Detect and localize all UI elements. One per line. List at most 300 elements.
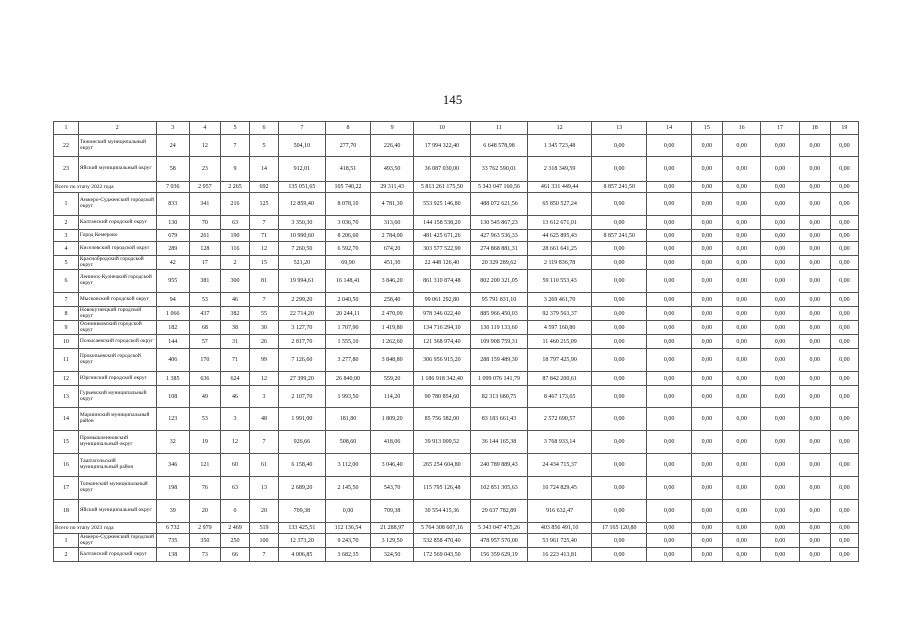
table-cell: 5 343 047 160,56 bbox=[470, 182, 527, 193]
table-cell: 0,00 bbox=[830, 523, 858, 534]
table-cell: 0,00 bbox=[799, 454, 830, 477]
municipality-name-cell: Прокопьевский городской округ bbox=[78, 349, 156, 372]
table-cell: 3 036,70 bbox=[325, 216, 371, 230]
table-cell: 8 078,10 bbox=[325, 193, 371, 216]
table-row bbox=[54, 270, 859, 293]
table-cell: 0,00 bbox=[691, 157, 722, 182]
table-cell: 313,60 bbox=[371, 216, 414, 230]
table-cell: 0,00 bbox=[761, 500, 799, 523]
column-number-cell: 12 bbox=[527, 122, 591, 135]
table-cell: 0,00 bbox=[830, 500, 858, 523]
table-cell: 92 379 563,37 bbox=[527, 307, 591, 321]
table-cell: 0,00 bbox=[830, 548, 858, 562]
table-cell: 0,00 bbox=[691, 216, 722, 230]
table-cell: 437 bbox=[189, 307, 220, 321]
table-cell: 4 597 160,80 bbox=[527, 321, 591, 335]
table-cell: 2 470,09 bbox=[371, 307, 414, 321]
municipality-name-cell: Промышленновский муниципальный округ bbox=[78, 431, 156, 454]
table-row bbox=[54, 157, 859, 182]
column-number-header bbox=[54, 122, 859, 135]
table-cell: 134 716 294,10 bbox=[413, 321, 470, 335]
table-cell: 0,00 bbox=[647, 548, 692, 562]
table-cell: 19 bbox=[189, 431, 220, 454]
table-cell: 16 223 413,81 bbox=[527, 548, 591, 562]
table-cell: 481 425 671,26 bbox=[413, 230, 470, 242]
table-cell: 48 bbox=[250, 408, 279, 431]
table-cell: 0,00 bbox=[799, 500, 830, 523]
table-cell: 0,00 bbox=[691, 135, 722, 157]
column-number-cell: 16 bbox=[722, 122, 760, 135]
table-cell: 135 051,65 bbox=[279, 182, 326, 193]
table-cell: 0,00 bbox=[761, 256, 799, 270]
table-cell: 26 bbox=[250, 335, 279, 349]
table-cell: 0,00 bbox=[761, 307, 799, 321]
table-cell: 66 bbox=[220, 548, 249, 562]
row-number-cell: 13 bbox=[54, 386, 79, 408]
table-cell: 0,00 bbox=[691, 349, 722, 372]
municipality-name-cell: Краснобродский городской округ bbox=[78, 256, 156, 270]
table-cell: 109 908 759,31 bbox=[470, 335, 527, 349]
table-cell: 0,00 bbox=[830, 135, 858, 157]
column-number-cell: 3 bbox=[156, 122, 189, 135]
table-cell: 0,00 bbox=[722, 135, 760, 157]
table-cell: 2 572 690,57 bbox=[527, 408, 591, 431]
table-cell: 0,00 bbox=[592, 500, 647, 523]
table-cell: 0,00 bbox=[799, 408, 830, 431]
municipality-name-cell: Мариинский муниципальный район bbox=[78, 408, 156, 431]
table-cell: 63 bbox=[220, 477, 249, 500]
table-cell: 0,00 bbox=[691, 193, 722, 216]
table-cell: 115 795 126,48 bbox=[413, 477, 470, 500]
table-cell: 978 346 022,40 bbox=[413, 307, 470, 321]
table-cell: 2 469 bbox=[220, 523, 249, 534]
table-cell: 0,00 bbox=[799, 372, 830, 386]
table-cell: 7 bbox=[250, 431, 279, 454]
row-number-cell: 8 bbox=[54, 307, 79, 321]
table-cell: 418,06 bbox=[371, 431, 414, 454]
table-cell: 21 288,97 bbox=[371, 523, 414, 534]
table-cell: 2 bbox=[220, 256, 249, 270]
table-cell: 1 991,00 bbox=[279, 408, 326, 431]
table-cell: 0,00 bbox=[647, 454, 692, 477]
table-cell: 0,00 bbox=[722, 431, 760, 454]
municipality-name-cell: Полысаевский городской округ bbox=[78, 335, 156, 349]
table-cell: 36 087 030,00 bbox=[413, 157, 470, 182]
table-cell: 190 bbox=[220, 230, 249, 242]
table-cell: 17 165 120,80 bbox=[592, 523, 647, 534]
table-cell: 0,00 bbox=[799, 386, 830, 408]
column-number-cell: 15 bbox=[691, 122, 722, 135]
table-cell: 1 419,80 bbox=[371, 321, 414, 335]
column-number-cell: 11 bbox=[470, 122, 527, 135]
table-cell: 833 bbox=[156, 193, 189, 216]
table-cell: 0,00 bbox=[722, 548, 760, 562]
table-cell: 0,00 bbox=[647, 349, 692, 372]
row-number-cell: 10 bbox=[54, 335, 79, 349]
table-cell: 59 110 553,43 bbox=[527, 270, 591, 293]
table-cell: 108 bbox=[156, 386, 189, 408]
table-cell: 0,00 bbox=[799, 335, 830, 349]
table-cell: 0,00 bbox=[722, 193, 760, 216]
row-number-cell: 22 bbox=[54, 135, 79, 157]
table-cell: 36 144 165,38 bbox=[470, 431, 527, 454]
municipality-name-cell: Калтанский городской округ bbox=[78, 548, 156, 562]
table-cell: 10 990,60 bbox=[279, 230, 326, 242]
table-row bbox=[54, 307, 859, 321]
table-cell: 65 850 527,24 bbox=[527, 193, 591, 216]
table-cell: 0,00 bbox=[722, 157, 760, 182]
table-cell: 0,00 bbox=[761, 477, 799, 500]
table-cell: 0,00 bbox=[691, 408, 722, 431]
table-cell: 70 bbox=[189, 216, 220, 230]
table-row bbox=[54, 256, 859, 270]
table-cell: 0,00 bbox=[691, 230, 722, 242]
table-cell: 0,00 bbox=[592, 293, 647, 307]
table-cell: 8 206,60 bbox=[325, 230, 371, 242]
table-cell: 57 bbox=[189, 335, 220, 349]
table-row bbox=[54, 500, 859, 523]
table-cell: 0,00 bbox=[325, 500, 371, 523]
table-cell: 30 bbox=[250, 321, 279, 335]
table-cell: 543,70 bbox=[371, 477, 414, 500]
table-cell: 709,38 bbox=[279, 500, 326, 523]
table-cell: 2 265 bbox=[220, 182, 249, 193]
row-number-cell: 18 bbox=[54, 500, 79, 523]
table-cell: 0,00 bbox=[592, 321, 647, 335]
table-cell: 0,00 bbox=[592, 307, 647, 321]
table-row bbox=[54, 372, 859, 386]
table-cell: 0,00 bbox=[647, 135, 692, 157]
table-cell: 12 bbox=[189, 135, 220, 157]
table-cell: 0,00 bbox=[722, 372, 760, 386]
table-row bbox=[54, 335, 859, 349]
table-cell: 0,00 bbox=[647, 500, 692, 523]
table-cell: 3 846,20 bbox=[371, 270, 414, 293]
table-cell: 0,00 bbox=[592, 270, 647, 293]
table-cell: 53 bbox=[189, 408, 220, 431]
table-cell: 0,00 bbox=[592, 454, 647, 477]
table-cell: 519 bbox=[250, 523, 279, 534]
table-cell: 5 764 308 607,16 bbox=[413, 523, 470, 534]
table-cell: 303 577 522,90 bbox=[413, 242, 470, 256]
table-body bbox=[54, 122, 859, 562]
municipality-name-cell: Анжеро-Судженский городской округ bbox=[78, 534, 156, 548]
table-cell: 559,20 bbox=[371, 372, 414, 386]
table-cell: 7 260,50 bbox=[279, 242, 326, 256]
table-cell: 0,00 bbox=[722, 321, 760, 335]
table-cell: 381 bbox=[189, 270, 220, 293]
table-cell: 16 148,41 bbox=[325, 270, 371, 293]
table-cell: 0,00 bbox=[830, 242, 858, 256]
table-cell: 265 254 604,80 bbox=[413, 454, 470, 477]
table-cell: 17 bbox=[189, 256, 220, 270]
table-cell: 123 bbox=[156, 408, 189, 431]
table-cell: 0,00 bbox=[799, 307, 830, 321]
table-cell: 0,00 bbox=[592, 431, 647, 454]
table-cell: 3 112,00 bbox=[325, 454, 371, 477]
table-cell: 0,00 bbox=[761, 293, 799, 307]
table-cell: 0,00 bbox=[799, 135, 830, 157]
table-cell: 0,00 bbox=[799, 270, 830, 293]
table-cell: 133 425,51 bbox=[279, 523, 326, 534]
table-cell: 128 bbox=[189, 242, 220, 256]
table-cell: 624 bbox=[220, 372, 249, 386]
column-number-cell: 4 bbox=[189, 122, 220, 135]
table-cell: 2 817,70 bbox=[279, 335, 326, 349]
table-cell: 0,00 bbox=[691, 335, 722, 349]
table-cell: 382 bbox=[220, 307, 249, 321]
column-number-cell: 19 bbox=[830, 122, 858, 135]
table-cell: 3 682,35 bbox=[325, 548, 371, 562]
table-cell: 532 858 470,40 bbox=[413, 534, 470, 548]
stage-total-label: Всего по этапу 2022 года bbox=[54, 182, 157, 193]
table-cell: 0,00 bbox=[761, 135, 799, 157]
municipality-name-cell: Анжеро-Судженский городской округ bbox=[78, 193, 156, 216]
table-cell: 0,00 bbox=[761, 408, 799, 431]
row-number-cell: 14 bbox=[54, 408, 79, 431]
table-cell: 0,00 bbox=[691, 500, 722, 523]
table-cell: 6 158,40 bbox=[279, 454, 326, 477]
table-cell: 170 bbox=[189, 349, 220, 372]
table-cell: 12 bbox=[250, 242, 279, 256]
table-cell: 0,00 bbox=[830, 193, 858, 216]
table-cell: 0,00 bbox=[592, 349, 647, 372]
table-cell: 39 bbox=[156, 500, 189, 523]
table-cell: 306 956 915,20 bbox=[413, 349, 470, 372]
table-cell: 277,70 bbox=[325, 135, 371, 157]
table-cell: 6 648 578,98 bbox=[470, 135, 527, 157]
table-cell: 0,00 bbox=[722, 335, 760, 349]
table-cell: 504,10 bbox=[279, 135, 326, 157]
table-cell: 0,00 bbox=[799, 182, 830, 193]
table-cell: 13 612 671,01 bbox=[527, 216, 591, 230]
municipality-name-cell: Таштагольский муниципальный район bbox=[78, 454, 156, 477]
table-cell: 46 bbox=[220, 386, 249, 408]
table-cell: 55 bbox=[250, 307, 279, 321]
table-row bbox=[54, 216, 859, 230]
table-row bbox=[54, 349, 859, 372]
table-row bbox=[54, 431, 859, 454]
table-cell: 7 036 bbox=[156, 182, 189, 193]
table-cell: 53 bbox=[189, 293, 220, 307]
table-cell: 7 bbox=[220, 135, 249, 157]
table-cell: 38 bbox=[220, 321, 249, 335]
table-cell: 3 277,80 bbox=[325, 349, 371, 372]
table-cell: 2 145,50 bbox=[325, 477, 371, 500]
table-cell: 0,00 bbox=[592, 242, 647, 256]
table-cell: 156 359 629,19 bbox=[470, 548, 527, 562]
table-cell: 8 857 241,50 bbox=[592, 230, 647, 242]
table-cell: 0,00 bbox=[722, 230, 760, 242]
table-cell: 105 740,22 bbox=[325, 182, 371, 193]
table-cell: 0,00 bbox=[647, 335, 692, 349]
table-cell: 0,00 bbox=[799, 431, 830, 454]
table-cell: 0,00 bbox=[722, 408, 760, 431]
table-cell: 1 262,60 bbox=[371, 335, 414, 349]
apartment-relocation-table bbox=[53, 121, 859, 562]
table-cell: 0,00 bbox=[830, 293, 858, 307]
table-cell: 0,00 bbox=[722, 307, 760, 321]
table-cell: 99 bbox=[250, 349, 279, 372]
table-cell: 0,00 bbox=[691, 182, 722, 193]
table-cell: 0,00 bbox=[830, 256, 858, 270]
table-cell: 0,00 bbox=[830, 270, 858, 293]
table-cell: 30 554 415,36 bbox=[413, 500, 470, 523]
table-cell: 71 bbox=[250, 230, 279, 242]
table-row bbox=[54, 534, 859, 548]
row-number-cell: 23 bbox=[54, 157, 79, 182]
table-cell: 1 707,90 bbox=[325, 321, 371, 335]
table-cell: 102 851 305,63 bbox=[470, 477, 527, 500]
table-cell: 9 243,70 bbox=[325, 534, 371, 548]
table-cell: 0,00 bbox=[647, 431, 692, 454]
table-cell: 27 399,20 bbox=[279, 372, 326, 386]
table-cell: 83 183 661,43 bbox=[470, 408, 527, 431]
table-cell: 24 434 715,37 bbox=[527, 454, 591, 477]
table-cell: 250 bbox=[220, 534, 249, 548]
table-cell: 49 bbox=[189, 386, 220, 408]
table-row bbox=[54, 454, 859, 477]
table-cell: 7 bbox=[250, 293, 279, 307]
table-cell: 39 913 009,52 bbox=[413, 431, 470, 454]
column-number-cell: 7 bbox=[279, 122, 326, 135]
table-cell: 1 099 076 141,79 bbox=[470, 372, 527, 386]
table-cell: 0,00 bbox=[691, 431, 722, 454]
table-cell: 0,00 bbox=[799, 523, 830, 534]
table-cell: 0,00 bbox=[830, 408, 858, 431]
table-cell: 216 bbox=[220, 193, 249, 216]
table-cell: 46 bbox=[220, 293, 249, 307]
table-cell: 172 569 043,50 bbox=[413, 548, 470, 562]
table-cell: 0,00 bbox=[722, 523, 760, 534]
column-number-cell: 18 bbox=[799, 122, 830, 135]
table-row bbox=[54, 408, 859, 431]
table-cell: 15 bbox=[250, 256, 279, 270]
table-cell: 32 bbox=[156, 431, 189, 454]
table-cell: 0,00 bbox=[691, 307, 722, 321]
table-cell: 14 bbox=[250, 157, 279, 182]
table-cell: 53 961 725,40 bbox=[527, 534, 591, 548]
table-cell: 288 159 489,30 bbox=[470, 349, 527, 372]
table-cell: 0,00 bbox=[691, 321, 722, 335]
table-cell: 0,00 bbox=[761, 454, 799, 477]
table-cell: 0,00 bbox=[799, 548, 830, 562]
table-row bbox=[54, 135, 859, 157]
table-cell: 916 632,47 bbox=[527, 500, 591, 523]
table-cell: 76 bbox=[189, 477, 220, 500]
table-cell: 121 368 974,40 bbox=[413, 335, 470, 349]
table-cell: 692 bbox=[250, 182, 279, 193]
table-cell: 61 bbox=[250, 454, 279, 477]
table-cell: 2 318 349,59 bbox=[527, 157, 591, 182]
table-cell: 20 244,11 bbox=[325, 307, 371, 321]
table-cell: 130 bbox=[156, 216, 189, 230]
table-cell: 0,00 bbox=[722, 242, 760, 256]
table-row bbox=[54, 242, 859, 256]
table-cell: 735 bbox=[156, 534, 189, 548]
table-cell: 0,00 bbox=[722, 182, 760, 193]
row-number-cell: 12 bbox=[54, 372, 79, 386]
table-cell: 0,00 bbox=[799, 242, 830, 256]
table-cell: 0,00 bbox=[592, 548, 647, 562]
table-cell: 31 bbox=[220, 335, 249, 349]
stage-total-row bbox=[54, 182, 859, 193]
table-cell: 0,00 bbox=[647, 230, 692, 242]
table-cell: 0 bbox=[220, 500, 249, 523]
table-cell: 2 784,00 bbox=[371, 230, 414, 242]
table-cell: 182 bbox=[156, 321, 189, 335]
table-cell: 12 859,40 bbox=[279, 193, 326, 216]
table-cell: 926,66 bbox=[279, 431, 326, 454]
table-cell: 144 158 538,20 bbox=[413, 216, 470, 230]
table-cell: 0,00 bbox=[592, 534, 647, 548]
municipality-name-cell: Гурьевский муниципальный округ bbox=[78, 386, 156, 408]
table-row bbox=[54, 477, 859, 500]
row-number-cell: 1 bbox=[54, 534, 79, 548]
table-cell: 2 979 bbox=[189, 523, 220, 534]
table-cell: 0,00 bbox=[830, 349, 858, 372]
table-cell: 100 bbox=[250, 534, 279, 548]
table-cell: 240 789 889,43 bbox=[470, 454, 527, 477]
table-cell: 0,00 bbox=[691, 534, 722, 548]
table-cell: 1 186 918 342,40 bbox=[413, 372, 470, 386]
table-cell: 130 545 867,23 bbox=[470, 216, 527, 230]
table-cell: 0,00 bbox=[722, 500, 760, 523]
table-cell: 82 313 680,75 bbox=[470, 386, 527, 408]
table-cell: 418,51 bbox=[325, 157, 371, 182]
table-cell: 3 bbox=[220, 408, 249, 431]
table-cell: 2 957 bbox=[189, 182, 220, 193]
column-number-cell: 10 bbox=[413, 122, 470, 135]
table-cell: 0,00 bbox=[691, 372, 722, 386]
table-cell: 885 966 450,03 bbox=[470, 307, 527, 321]
table-cell: 125 bbox=[250, 193, 279, 216]
table-cell: 0,00 bbox=[647, 270, 692, 293]
table-cell: 0,00 bbox=[647, 216, 692, 230]
table-cell: 0,00 bbox=[647, 293, 692, 307]
table-row bbox=[54, 230, 859, 242]
table-cell: 0,00 bbox=[799, 193, 830, 216]
table-cell: 0,00 bbox=[830, 534, 858, 548]
row-number-cell: 6 bbox=[54, 270, 79, 293]
table-cell: 636 bbox=[189, 372, 220, 386]
table-cell: 0,00 bbox=[761, 431, 799, 454]
table-cell: 0,00 bbox=[830, 335, 858, 349]
table-cell: 0,00 bbox=[592, 386, 647, 408]
table-cell: 709,38 bbox=[371, 500, 414, 523]
table-cell: 0,00 bbox=[830, 216, 858, 230]
table-cell: 3 046,40 bbox=[371, 454, 414, 477]
table-cell: 6 592,70 bbox=[325, 242, 371, 256]
table-cell: 0,00 bbox=[592, 408, 647, 431]
table-cell: 0,00 bbox=[761, 157, 799, 182]
table-cell: 138 bbox=[156, 548, 189, 562]
table-cell: 0,00 bbox=[761, 534, 799, 548]
table-cell: 5 343 047 475,26 bbox=[470, 523, 527, 534]
table-cell: 6 732 bbox=[156, 523, 189, 534]
table-cell: 0,00 bbox=[830, 454, 858, 477]
table-cell: 324,50 bbox=[371, 548, 414, 562]
row-number-cell: 2 bbox=[54, 216, 79, 230]
table-cell: 0,00 bbox=[830, 386, 858, 408]
table-cell: 3 848,80 bbox=[371, 349, 414, 372]
row-number-cell: 2 bbox=[54, 548, 79, 562]
table-cell: 493,50 bbox=[371, 157, 414, 182]
table-cell: 258,40 bbox=[371, 293, 414, 307]
column-number-cell: 5 bbox=[220, 122, 249, 135]
table-cell: 289 bbox=[156, 242, 189, 256]
table-cell: 0,00 bbox=[592, 372, 647, 386]
